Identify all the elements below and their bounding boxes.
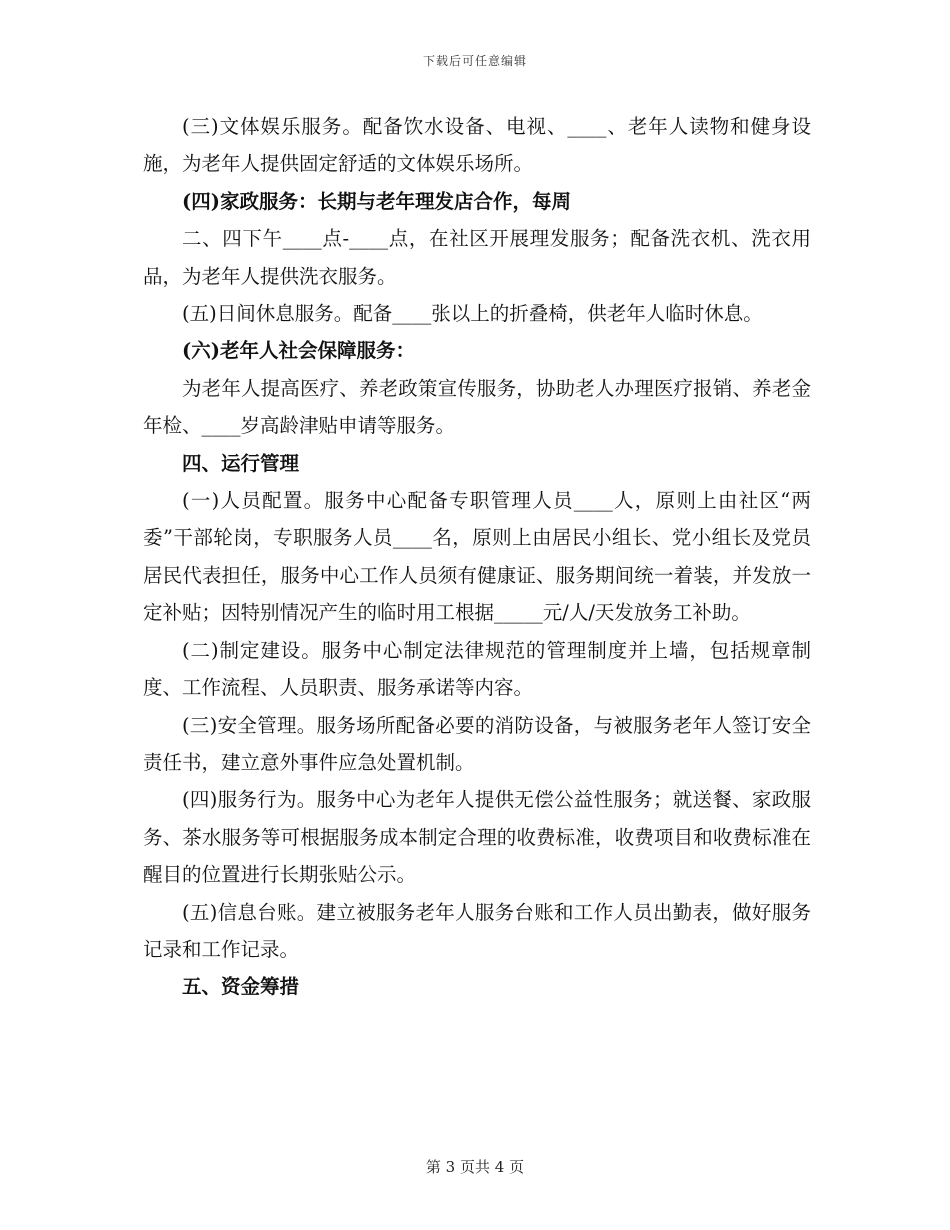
paragraph-safety: (三)安全管理。服务场所配备必要的消防设备，与被服务老年人签订安全责任书，建立意外事件应急处置机制。 [143, 713, 811, 774]
paragraph-service-conduct: (四)服务行为。服务中心为老年人提供无偿公益性服务；就送餐、家政服务、茶水服务等可根据服务成本制定合理的收费标准，收费项目和收费标准在醒目的位置进行长期张贴公示。 [143, 788, 811, 887]
section-heading-operation: 四、运行管理 [182, 451, 300, 475]
page-header: 下载后可任意编辑 [422, 54, 527, 68]
heading-housekeeping-service: (四)家政服务：长期与老年理发店合作，每周 [182, 189, 571, 213]
paragraph-social-security: 为老年人提高医疗、养老政策宣传服务，协助老人办理医疗报销、养老金年检、____岁高龄津贴申请等服务。 [143, 376, 811, 438]
heading-social-security: (六)老年人社会保障服务： [182, 339, 415, 363]
paragraph-haircut-laundry: 二、四下午____点-____点，在社区开展理发服务；配备洗衣机、洗衣用品，为老年人提供洗衣服务。 [143, 227, 811, 288]
page-number: 第 3 页共 4 页 [425, 1158, 525, 1176]
document-body [143, 108, 811, 1006]
paragraph-service-recreation: (三)文体娱乐服务。配备饮水设备、电视、____、老年人读物和健身设施，为老年人提供固定舒适的文体娱乐场所。 [143, 115, 811, 176]
paragraph-daytime-rest: (五)日间休息服务。配备____张以上的折叠椅，供老年人临时休息。 [182, 302, 763, 326]
paragraph-rules: (二)制定建设。服务中心制定法律规范的管理制度并上墙，包括规章制度、工作流程、人员职责、服务承诺等内容。 [143, 638, 811, 700]
section-heading-funding: 五、资金筹措 [182, 975, 300, 999]
paragraph-records: (五)信息台账。建立被服务老年人服务台账和工作人员出勤表，做好服务记录和工作记录。 [143, 900, 811, 961]
paragraph-staffing: (一)人员配置。服务中心配备专职管理人员____人，原则上由社区“两委”干部轮岗，专职服务人员____名，原则上由居民小组长、党小组长及党员居民代表担任，服务中心工作人员须有健康证、服务期间统一着装，并发放一定补贴；因特别情况产生的临时用工根据_____元/人/天发放务工补助。 [143, 489, 811, 625]
